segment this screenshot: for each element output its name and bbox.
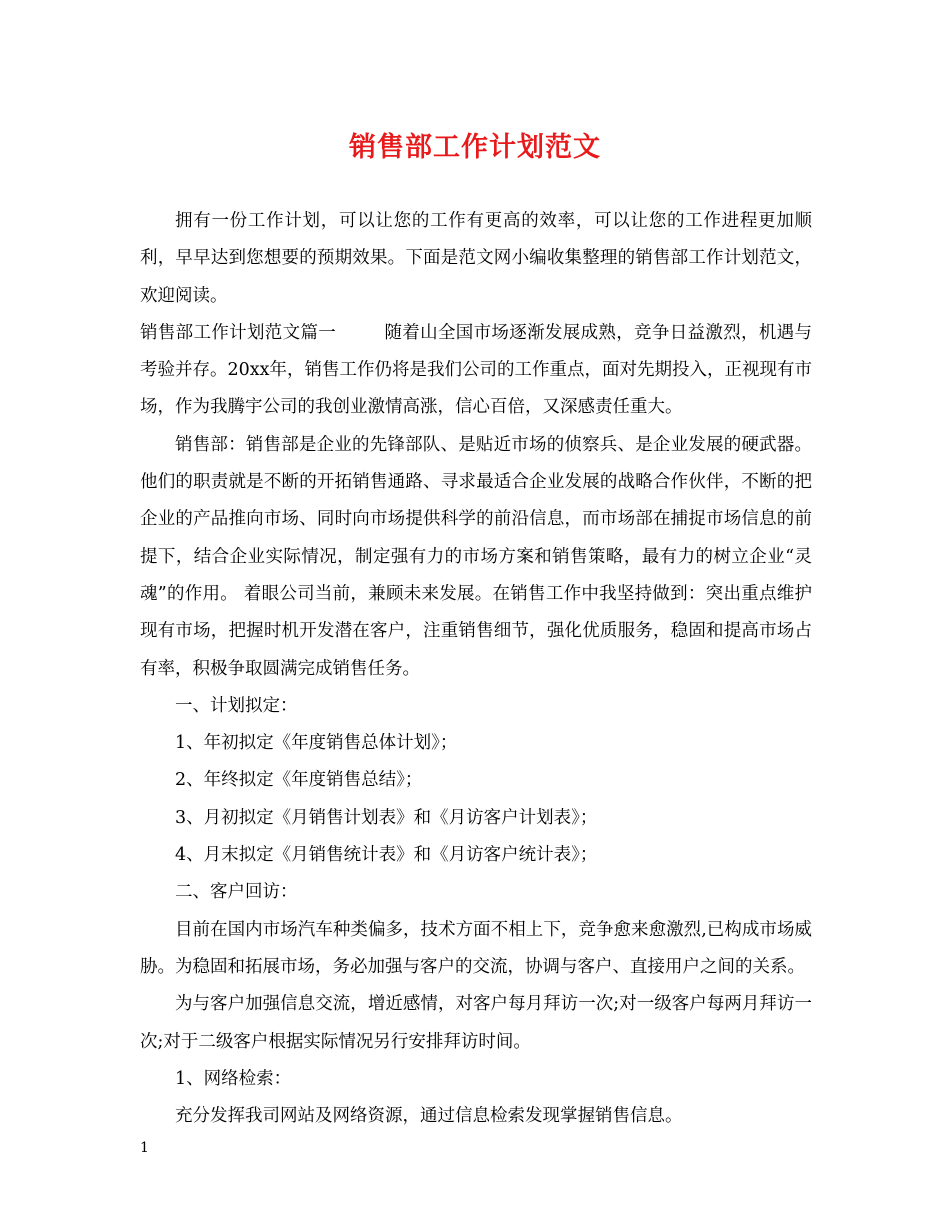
document-title: 销售部工作计划范文	[349, 132, 601, 163]
network-paragraph: 充分发挥我司网站及网络资源，通过信息检索发现掌握销售信息。	[175, 1106, 683, 1127]
plan-item: 4、月末拟定《月销售统计表》和《月访客户统计表》；	[175, 845, 598, 866]
plan-item: 3、月初拟定《月销售计划表》和《月访客户计划表》；	[175, 807, 598, 828]
document-body	[140, 203, 812, 1135]
plan-item: 2、年终拟定《年度销售总结》；	[175, 770, 423, 791]
section1-paragraph	[140, 315, 812, 427]
intro-paragraph: 拥有一份工作计划，可以让您的工作有更高的效率，可以让您的工作进程更加顺利，早早达到您想要的预期效果。下面是范文网小编收集整理的销售部工作计划范文，欢迎阅读。	[140, 211, 812, 306]
network-heading: 1、网络检索：	[175, 1068, 292, 1089]
page-number: 1	[140, 1140, 149, 1156]
visit-paragraph-2: 为与客户加强信息交流，增近感情，对客户每月拜访一次;对一级客户每两月拜访一次;对于二级客户根据实际情况另行安排拜访时间。	[140, 994, 812, 1052]
section1-heading: 销售部工作计划范文篇一	[140, 322, 337, 343]
sales-dept-paragraph: 销售部：销售部是企业的先锋部队、是贴近市场的侦察兵、是企业发展的硬武器。他们的职责就是不断的开拓销售通路、寻求最适合企业发展的战略合作伙伴，不断的把企业的产品推向市场、同时向市场提供科学的前沿信息，而市场部在捕捉市场信息的前提下，结合企业实际情况，制定强有力的市场方案和销售策略，最有力的树立企业“灵魂”的作用。 着眼公司当前，兼顾未来发展。在销售工作中我坚持做到：突出重点维护现有市场，把握时机开发潜在客户，注重销售细节，强化优质服务，稳固和提高市场占有率，积极争取圆满完成销售任务。	[140, 434, 812, 679]
plan-item: 1、年初拟定《年度销售总体计划》；	[175, 733, 458, 754]
visit-paragraph-1: 目前在国内市场汽车种类偏多，技术方面不相上下，竞争愈来愈激烈,已构成市场威胁。为稳固和拓展市场，务必加强与客户的交流，协调与客户、直接用户之间的关系。	[140, 919, 812, 977]
section1-text: 随着山全国市场逐渐发展成熟，竞争日益激烈，机遇与考验并存。20xx年，销售工作仍将是我们公司的工作重点，面对先期投入，正视现有市场，作为我腾宇公司的我创业激情高涨，信心百倍，又深感责任重大。	[140, 322, 813, 418]
plan-heading: 一、计划拟定：	[175, 695, 298, 716]
visit-heading: 二、客户回访：	[175, 882, 298, 903]
